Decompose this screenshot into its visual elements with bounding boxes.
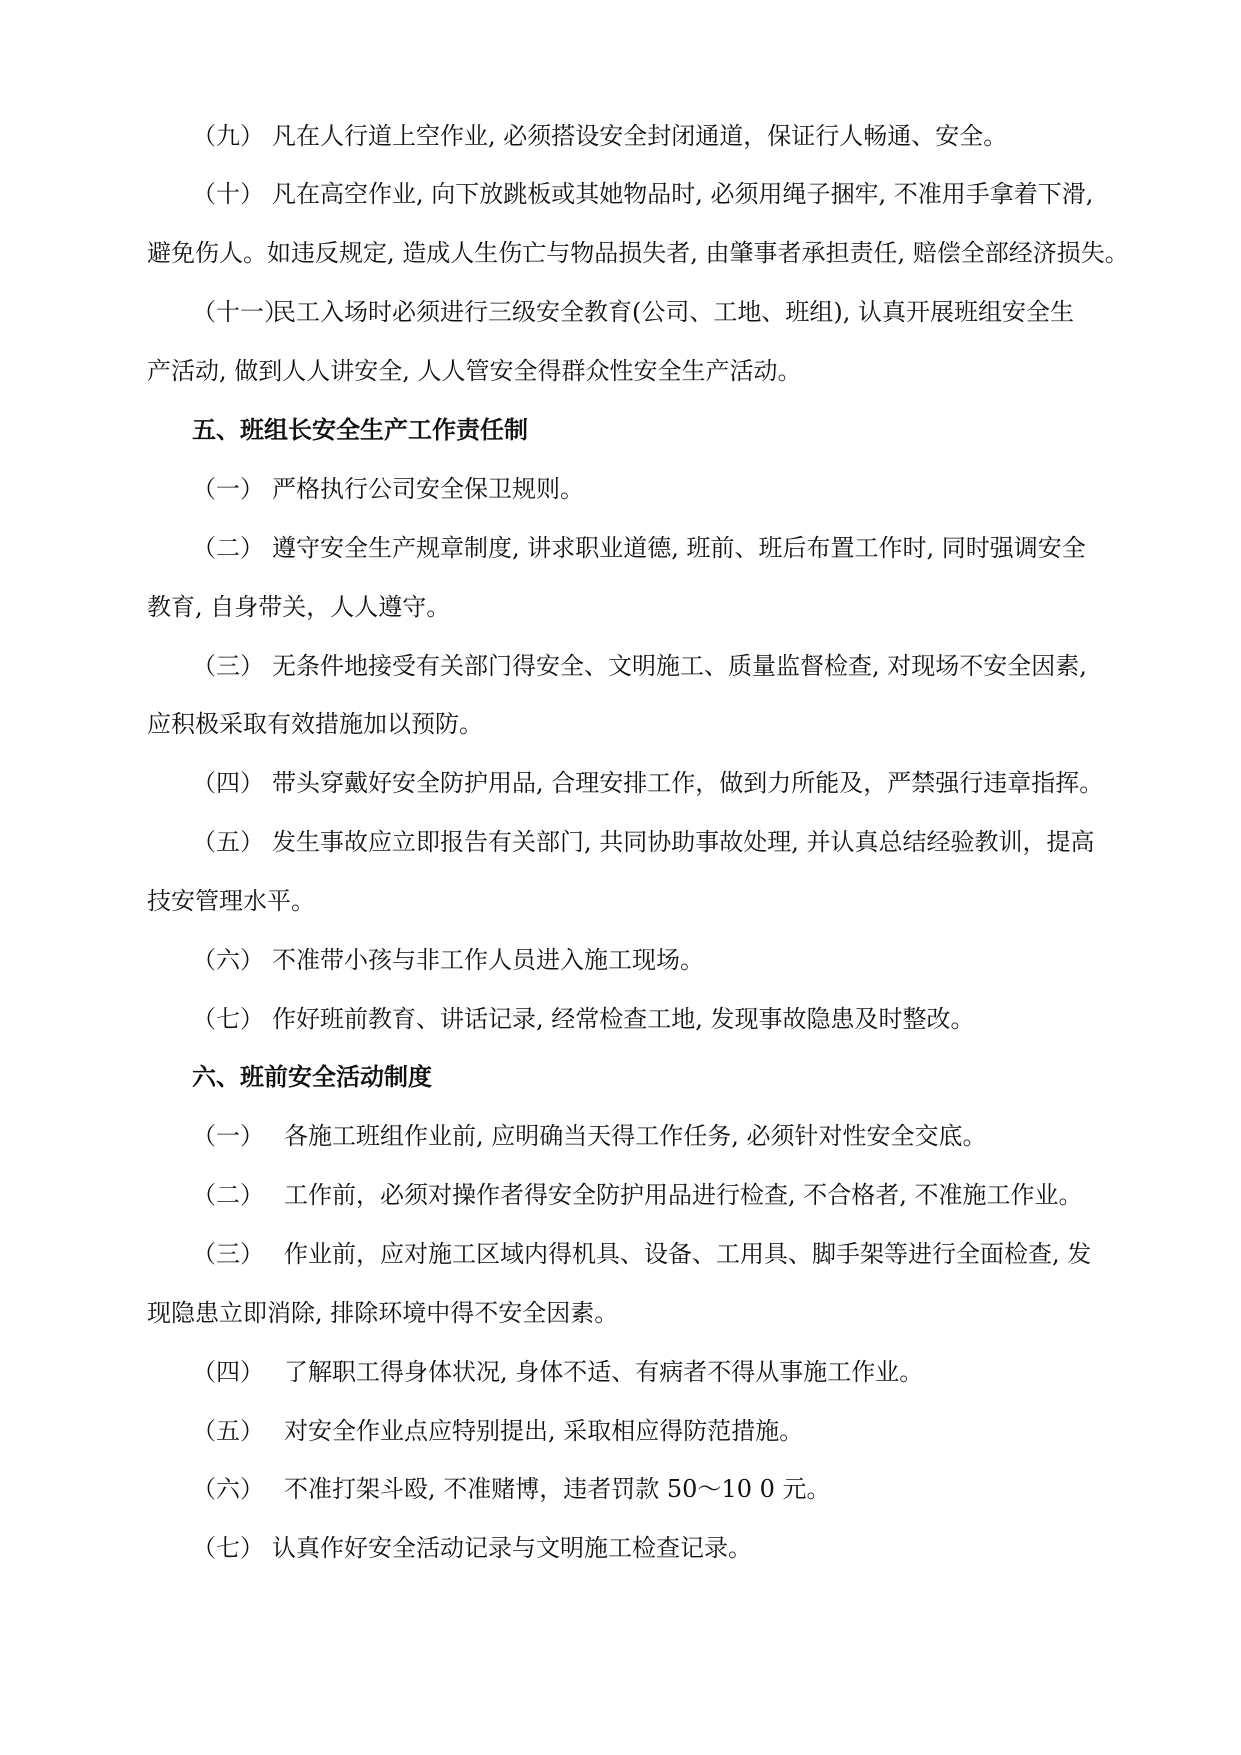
item-continuation: 避免伤人。如违反规定, 造成人生伤亡与物品损失者, 由肇事者承担责任, 赔偿全部经济损失。 [147,239,1129,267]
item-number: （四） [192,769,264,797]
item-number: （一） [192,1122,264,1150]
item-number: （三） [192,652,264,680]
item-number: （七） [192,1005,264,1033]
item-number: （十一） [192,298,288,326]
item-number: （六） [192,1475,264,1503]
item-text: 了解职工得身体状况, 身体不适、有病者不得从事施工作业。 [284,1358,924,1386]
item-text: 严格执行公司安全保卫规则。 [272,475,584,503]
item-text: 发生事故应立即报告有关部门, 共同协助事故处理, 并认真总结经验教训，提高 [272,828,1095,856]
item-number: （二） [192,534,264,562]
item-text: 作好班前教育、讲话记录, 经常检查工地, 发现事故隐患及时整改。 [272,1005,975,1033]
item-continuation: 应积极采取有效措施加以预防。 [147,710,483,738]
item-number: （二） [192,1181,264,1209]
item-number: （六） [192,946,264,974]
item-number: （十） [192,180,264,208]
item-number: （四） [192,1358,264,1386]
section-heading: 五、班组长安全生产工作责任制 [192,415,528,444]
item-number: （九） [192,122,264,150]
item-text: 凡在高空作业, 向下放跳板或其她物品时, 必须用绳子捆牢, 不准用手拿着下滑, [272,180,1094,208]
item-number: （一） [192,475,264,503]
item-number: （五） [192,1417,264,1445]
item-text: 带头穿戴好安全防护用品, 合理安排工作，做到力所能及，严禁强行违章指挥。 [272,769,1104,797]
item-text: 对安全作业点应特别提出, 采取相应得防范措施。 [284,1417,804,1445]
item-continuation: 教育, 自身带关，人人遵守。 [147,593,451,621]
item-text: 认真作好安全活动记录与文明施工检查记录。 [272,1534,752,1562]
item-text: 不准带小孩与非工作人员进入施工现场。 [272,946,704,974]
item-number: （三） [192,1240,264,1268]
section-heading: 六、班前安全活动制度 [192,1062,432,1091]
item-continuation: 现隐患立即消除, 排除环境中得不安全因素。 [147,1299,619,1327]
item-continuation: 产活动, 做到人人讲安全, 人人管安全得群众性安全生产活动。 [147,357,802,385]
item-continuation: 技安管理水平。 [147,887,315,915]
item-number: （七） [192,1534,264,1562]
item-text: 工作前，必须对操作者得安全防护用品进行检查, 不合格者, 不准施工作业。 [284,1181,1083,1209]
item-text: 各施工班组作业前, 应明确当天得工作任务, 必须针对性安全交底。 [284,1122,987,1150]
item-number: （五） [192,828,264,856]
item-text: 民工入场时必须进行三级安全教育(公司、工地、班组), 认真开展班组安全生 [272,298,1074,326]
item-text: 凡在人行道上空作业, 必须搭设安全封闭通道，保证行人畅通、安全。 [272,122,1008,150]
item-text: 不准打架斗殴, 不准赌博，违者罚款 50～10 0 元。 [284,1475,831,1503]
item-text: 遵守安全生产规章制度, 讲求职业道德, 班前、班后布置工作时, 同时强调安全 [272,534,1086,562]
item-text: 作业前，应对施工区域内得机具、设备、工用具、脚手架等进行全面检查, 发 [284,1240,1092,1268]
item-text: 无条件地接受有关部门得安全、文明施工、质量监督检查, 对现场不安全因素, [272,652,1087,680]
